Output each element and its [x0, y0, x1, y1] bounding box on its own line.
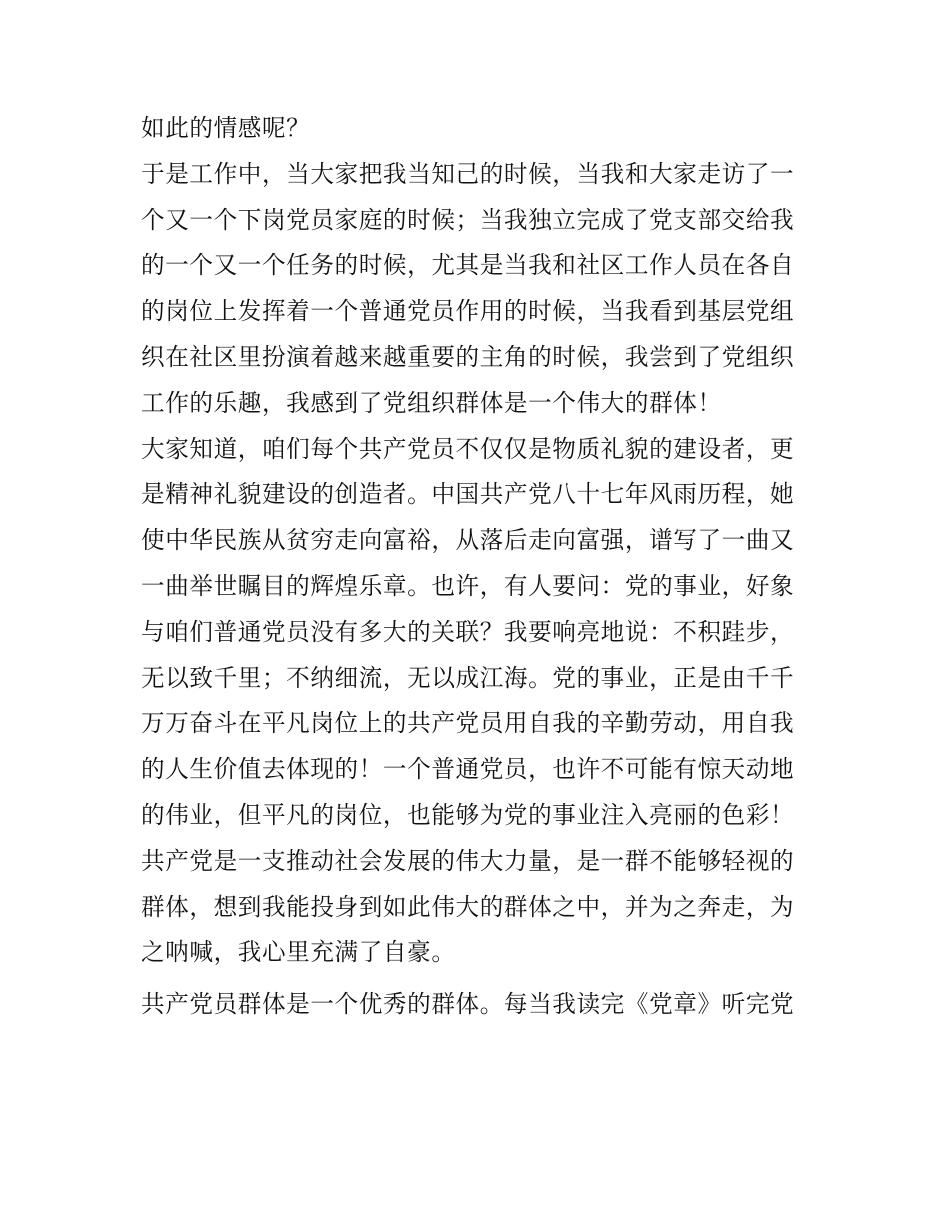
text-line: 是精神礼貌建设的创造者。中国共产党八十七年风雨历程，她 [141, 480, 795, 509]
paragraph [141, 427, 821, 839]
text-line: 大家知道，咱们每个共产党员不仅仅是物质礼貌的建设者，更 [141, 434, 795, 463]
body-text [141, 106, 821, 1028]
text-line: 个又一个下岗党员家庭的时候；当我独立完成了党支部交给我 [141, 205, 795, 234]
text-line: 共产党员群体是一个优秀的群体。每当我读完《党章》听完党 [141, 990, 795, 1019]
text-line: 共产党是一支推动社会发展的伟大力量，是一群不能够轻视的 [141, 846, 795, 875]
text-line: 的岗位上发挥着一个普通党员作用的时候，当我看到基层党组 [141, 297, 795, 326]
text-line: 无以致千里；不纳细流，无以成江海。党的事业，正是由千千 [141, 663, 795, 692]
text-line: 的一个又一个任务的时候，尤其是当我和社区工作人员在各自 [141, 251, 795, 280]
text-line: 如此的情感呢？ [141, 114, 311, 142]
text-line: 群体，想到我能投身到如此伟大的群体之中，并为之奔走，为 [141, 892, 795, 921]
paragraph [141, 152, 821, 427]
text-line: 使中华民族从贫穷走向富裕，从落后走向富强，谱写了一曲又 [141, 526, 795, 555]
text-line: 万万奋斗在平凡岗位上的共产党员用自我的辛勤劳动，用自我 [141, 709, 795, 738]
paragraph [141, 106, 821, 152]
text-line: 的伟业，但平凡的岗位，也能够为党的事业注入亮丽的色彩！ [141, 800, 795, 829]
text-line: 于是工作中，当大家把我当知己的时候，当我和大家走访了一 [141, 159, 795, 188]
text-line: 与咱们普通党员没有多大的关联？我要响亮地说：不积跬步， [141, 617, 795, 646]
text-line: 工作的乐趣，我感到了党组织群体是一个伟大的群体！ [141, 388, 722, 417]
text-line: 的人生价值去体现的！一个普通党员，也许不可能有惊天动地 [141, 755, 795, 784]
text-line: 之呐喊，我心里充满了自豪。 [141, 938, 456, 967]
paragraph [141, 839, 821, 976]
paragraph [141, 982, 821, 1028]
text-line: 一曲举世瞩目的辉煌乐章。也许，有人要问：党的事业，好象 [141, 571, 795, 600]
text-line: 织在社区里扮演着越来越重要的主角的时候，我尝到了党组织 [141, 342, 795, 371]
